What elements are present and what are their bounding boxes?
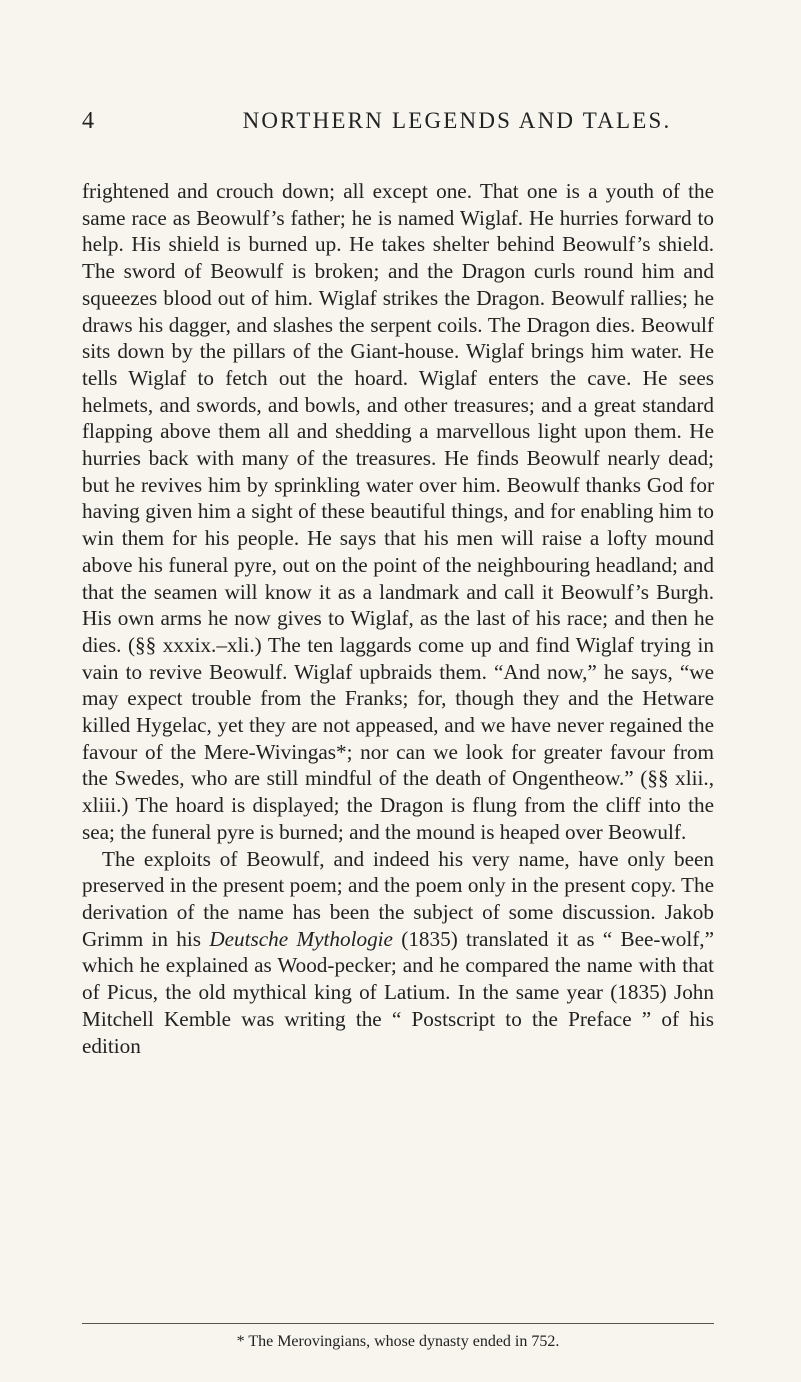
page-number: 4 [82,108,95,134]
body-text [82,178,714,1059]
page-header [82,108,712,142]
book-title: Deutsche Mythologie [209,926,393,951]
footnote: * The Merovingians, whose dynasty ended in 752. [236,1333,560,1350]
paragraph-1: frightened and crouch down; all except one. That one is a youth of the same race as Beowulf’s father; he is named Wiglaf. He hurries forward to help. His shield is burned up. He takes shelter behind Beowulf’s shield. The sword of Beowulf is broken; and the Dragon curls round him and squeezes blood out of him. Wiglaf strikes the Dragon. Beowulf rallies; he draws his dagger, and slashes the serpent coils. The Dragon dies. Beowulf sits down by the pillars of the Giant-house. Wiglaf brings him water. He tells Wiglaf to fetch out the hoard. Wiglaf enters the cave. He sees helmets, and swords, and bowls, and other treasures; and a great standard flapping above them all and shedding a marvellous light upon them. He hurries back with many of the treasures. He finds Beowulf nearly dead; but he revives him by sprinkling water over him. Beowulf thanks God for having given him a sight of these beautiful things, and for enabling him to win them for his people. He says that his men will raise a lofty mound above his funeral pyre, out on the point of the neighbouring headland; and that the seamen will know it as a landmark and call it Beowulf’s Burgh. His own arms he now gives to Wiglaf, as the last of his race; and then he dies. (§§ xxxix.–xli.) The ten laggards come up and find Wiglaf trying in vain to revive Beowulf. Wiglaf upbraids them. “And now,” he says, “we may expect trouble from the Franks; for, though they and the Hetware killed Hygelac, yet they are not appeased, and we have never regained the favour of the Mere-Wivingas*; nor can we look for greater favour from the Swedes, who are still mindful of the death of Ongentheow.” (§§ xlii., xliii.) The hoard is displayed; the Dragon is flung from the cliff into the sea; the funeral pyre is burned; and the mound is heaped over Beowulf. [82,179,714,844]
footnote-divider [82,1323,714,1324]
paragraph-2-text-after: (1835) translated it as “ Bee-wolf,” which he explained as Wood-pecker; and he compared the name with that of Picus, the old mythical king of Latium. In the same year (1835) John Mitchell Kemble was writing the “ Postscript to the Preface ” of his edition [82,926,714,1058]
paragraph-2 [82,846,714,1060]
running-title: NORTHERN LEGENDS AND TALES. [242,108,672,133]
paragraph-2-text-before: The exploits of Beowulf, and indeed his very name, have only been preserved in the present poem; and the poem only in the present copy. The derivation of the name has been the subject of some discussion. Jakob Grimm in his [82,846,714,951]
